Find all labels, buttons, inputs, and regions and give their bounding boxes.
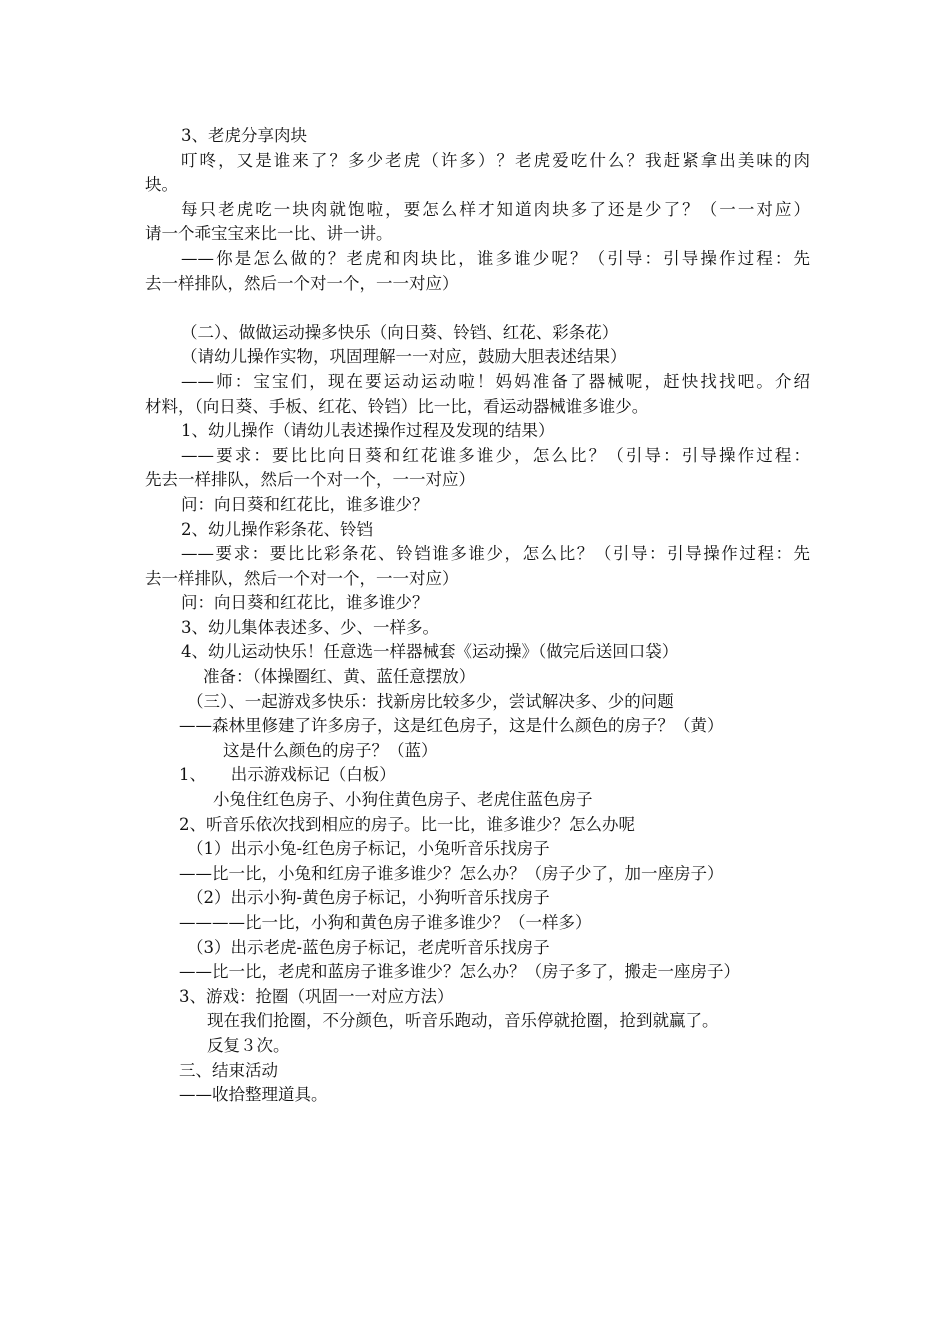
paragraph-line: ——要求：要比比彩条花、铃铛谁多谁少，怎么比？（引导：引导操作过程：先 (181, 544, 810, 564)
preparation-line: 准备：（体操圈红、黄、蓝任意摆放） (203, 667, 476, 687)
paragraph-line: 这是什么颜色的房子？（蓝） (223, 740, 438, 760)
step-heading: 1、幼儿操作（请幼儿表述操作过程及发现的结果） (181, 421, 555, 441)
paragraph-line: 材料，（向日葵、手板、红花、铃铛）比一比，看运动器械谁多谁少。 (145, 396, 649, 416)
paragraph-line: ——收拾整理道具。 (179, 1085, 328, 1105)
blank-line (145, 296, 810, 321)
paragraph-line: ——师：宝宝们，现在要运动运动啦！妈妈准备了器械呢，赶快找找吧。介绍 (181, 371, 810, 391)
step-heading: 3、游戏：抢圈（巩固一一对应方法） (179, 986, 454, 1006)
sub-step-line: （2）出示小狗-黄色房子标记，小狗听音乐找房子 (187, 888, 550, 908)
paragraph-line: 叮咚，又是谁来了？多少老虎（许多）？老虎爱吃什么？我赶紧拿出美味的肉 (181, 150, 810, 170)
paragraph-line: ——森林里修建了许多房子，这是红色房子，这是什么颜色的房子？（黄） (179, 716, 724, 736)
paragraph-line: 去一样排队，然后一个对一个，一一对应） (145, 568, 459, 588)
paragraph-line: 去一样排队，然后一个对一个，一一对应） (145, 273, 459, 293)
step-heading: 2、幼儿操作彩条花、铃铛 (181, 519, 373, 539)
step-heading: 4、幼儿运动快乐！任意选一样器械套《运动操》（做完后送回口袋） (181, 642, 679, 662)
heading-tiger-share-meat: 3、老虎分享肉块 (181, 126, 307, 145)
section-heading-2: （二）、做做运动操多快乐（向日葵、铃铛、红花、彩条花） (181, 322, 619, 342)
paragraph-line: ——比一比，老虎和蓝房子谁多谁少？怎么办？（房子多了，搬走一座房子） (179, 962, 740, 982)
step-heading: 1、 出示游戏标记（白板） (179, 765, 396, 785)
paragraph-line: 块。 (145, 175, 178, 195)
paragraph-line: ——比一比，小兔和红房子谁多谁少？怎么办？（房子少了，加一座房子） (179, 863, 724, 883)
section-heading-end: 三、结束活动 (179, 1060, 278, 1080)
paragraph-line: 现在我们抢圈，不分颜色，听音乐跑动，音乐停就抢圈，抢到就赢了。 (207, 1011, 719, 1031)
paragraph-line: 先去一样排队，然后一个对一个，一一对应） (145, 470, 475, 490)
paragraph-line: ————比一比，小狗和黄色房子谁多谁少？（一样多） (179, 913, 592, 932)
step-heading: 2、听音乐依次找到相应的房子。比一比，谁多谁少？怎么办呢 (179, 814, 635, 834)
paragraph-line: ——你是怎么做的？老虎和肉块比，谁多谁少呢？（引导：引导操作过程：先 (181, 248, 810, 268)
section-heading-3: （三）、一起游戏多快乐：找新房比较多少，尝试解决多、少的问题 (187, 691, 674, 711)
sub-step-line: （1）出示小兔-红色房子标记，小兔听音乐找房子 (187, 839, 550, 859)
sub-step-line: （3）出示老虎-蓝色房子标记，老虎听音乐找房子 (187, 937, 550, 957)
paragraph-line: 每只老虎吃一块肉就饱啦，要怎么样才知道肉块多了还是少了？（一一对应） (181, 199, 810, 219)
paragraph-line: 请一个乖宝宝来比一比、讲一讲。 (145, 224, 393, 244)
question-line: 问：向日葵和红花比，谁多谁少？ (181, 494, 429, 514)
paragraph-line: （请幼儿操作实物，巩固理解一一对应，鼓励大胆表述结果） (181, 347, 627, 367)
paragraph-line: 反复３次。 (207, 1035, 290, 1055)
document-body (145, 124, 810, 1108)
question-line: 问：向日葵和红花比，谁多谁少？ (181, 593, 429, 613)
paragraph-line: ——要求：要比比向日葵和红花谁多谁少，怎么比？（引导：引导操作过程： (181, 445, 810, 465)
paragraph-line: 小兔住红色房子、小狗住黄色房子、老虎住蓝色房子 (213, 790, 593, 810)
step-heading: 3、幼儿集体表述多、少、一样多。 (181, 617, 439, 637)
